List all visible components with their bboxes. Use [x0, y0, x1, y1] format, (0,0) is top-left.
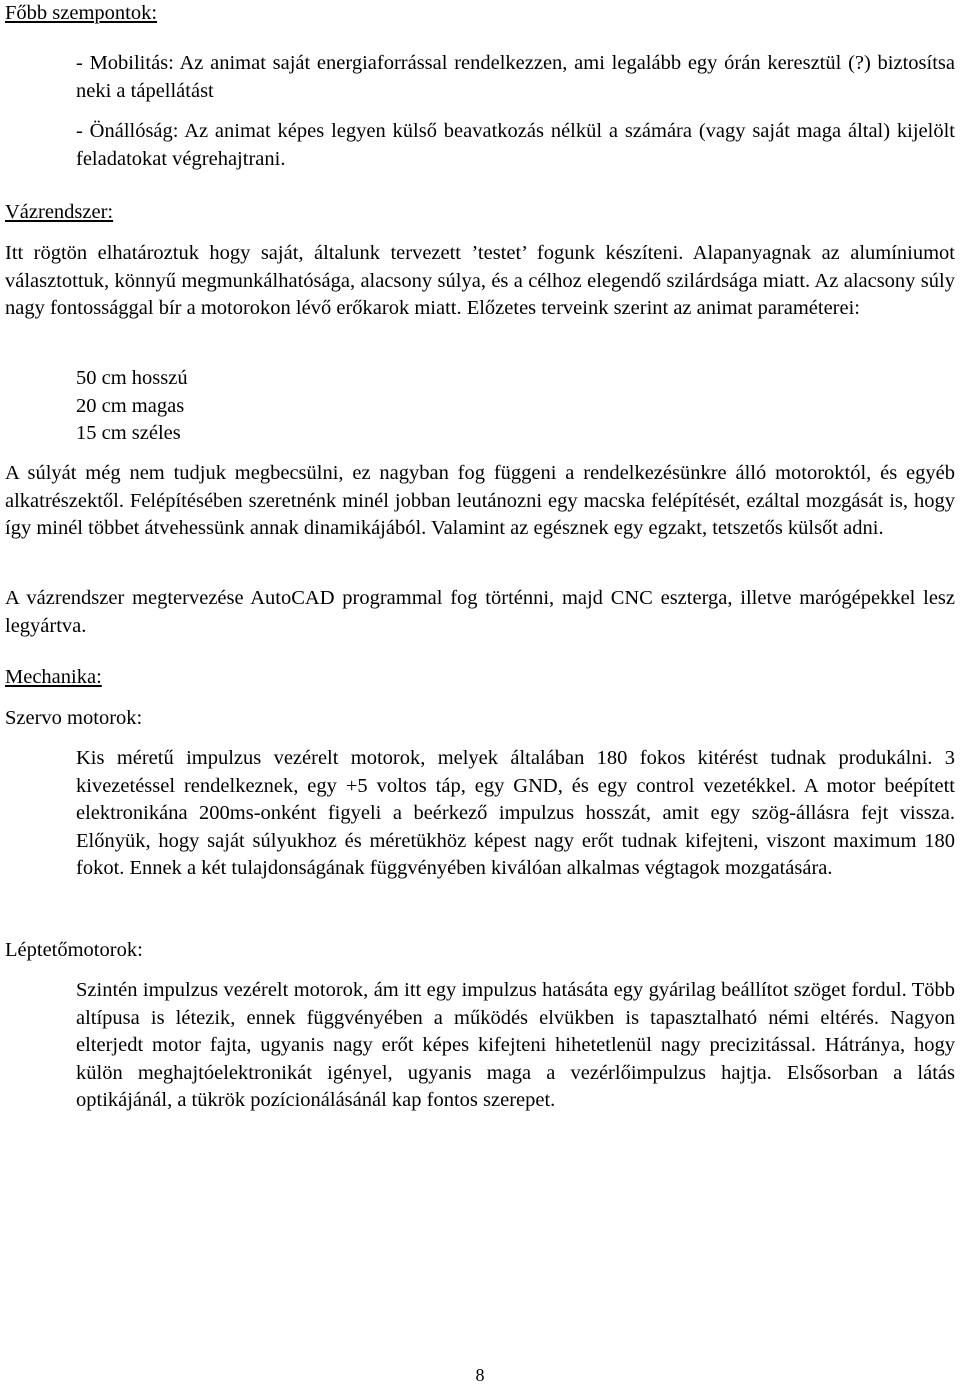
param-hossz: 50 cm hosszú — [76, 367, 188, 389]
paragraph-vazrendszer: Itt rögtön elhatároztuk hogy saját, általunk tervezett ’testet’ fogunk készíteni. Alapanyagnak az alumíniumot választottuk, könnyű megmunkálhatósága, alacsony súlya, és a célhoz elegendő szilárdsága miatt. Az alacsony súly nagy fontossággal bír a motorokon lévő erőkarok miatt. Előzetes terveink szerint az animat paraméterei: — [5, 242, 955, 319]
subheading-szervo-motorok: Szervo motorok: — [5, 707, 143, 729]
bullet-mobilitas: - Mobilitás: Az animat saját energiaforrással rendelkezzen, ami legalább egy órán keresztül (?) biztosítsa neki a tápellátást — [76, 52, 955, 102]
subheading-leptetomotorok: Léptetőmotorok: — [5, 939, 143, 961]
parameter-list — [76, 365, 188, 448]
heading-fobb-szempontok: Főbb szempontok: — [5, 2, 158, 24]
page-number: 8 — [475, 1365, 485, 1385]
paragraph-suly: A súlyát még nem tudjuk megbecsülni, ez nagyban fog függeni a rendelkezésünkre álló motoroktól, és egyéb alkatrészektől. Felépítésében szeretnénk minél jobban leutánozni egy macska felépítését, ezáltal mozgását is, hogy így minél többet átvehessünk annak dinamikájából. Valamint az egésznek egy egzakt, tetszetős külsőt adni. — [5, 462, 955, 539]
paragraph-lepteto: Szintén impulzus vezérelt motorok, ám itt egy impulzus hatásáta egy gyárilag beállítot szöget fordul. Több altípusa is létezik, ennek függvényében a működés elvükben is tapasztalható némi eltérés. Nagyon elterjedt motor fajta, ugyanis nagy erőt képes kifejteni hihetetlenül nagy precizitással. Hátránya, hogy külön meghajtóelektronikát igényel, ugyanis maga a vezérlőimpulzus hajtja. Elsősorban a látás optikájánál, a tükrök pozícionálásánál kap fontos szerepet. — [76, 979, 955, 1111]
param-szeles: 15 cm széles — [76, 422, 181, 444]
paragraph-autocad: A vázrendszer megtervezése AutoCAD programmal fog történni, majd CNC eszterga, illetve marógépekkel lesz legyártva. — [5, 587, 955, 637]
param-magas: 20 cm magas — [76, 394, 185, 417]
heading-vazrendszer: Vázrendszer: — [5, 201, 114, 223]
paragraph-szervo: Kis méretű impulzus vezérelt motorok, melyek általában 180 fokos kitérést tudnak produkálni. 3 kivezetéssel rendelkeznek, egy +5 voltos táp, egy GND, és egy control vezetékkel. A motor beépített elektronikána 200ms-onként figyeli a beérkező impulzus hosszát, amit egy szög-állásra fejt vissza. Előnyük, hogy saját súlyukhoz és méretükhöz képest nagy erőt tudnak kifejteni, viszont maximum 180 fokot. Ennek a két tulajdonságának függvényében kiválóan alkalmas végtagok mozgatására. — [76, 747, 955, 879]
bullet-onallosag: - Önállóság: Az animat képes legyen külső beavatkozás nélkül a számára (vagy saját maga által) kijelölt feladatokat végrehajtrani. — [76, 120, 955, 170]
heading-mechanika: Mechanika: — [5, 666, 102, 688]
